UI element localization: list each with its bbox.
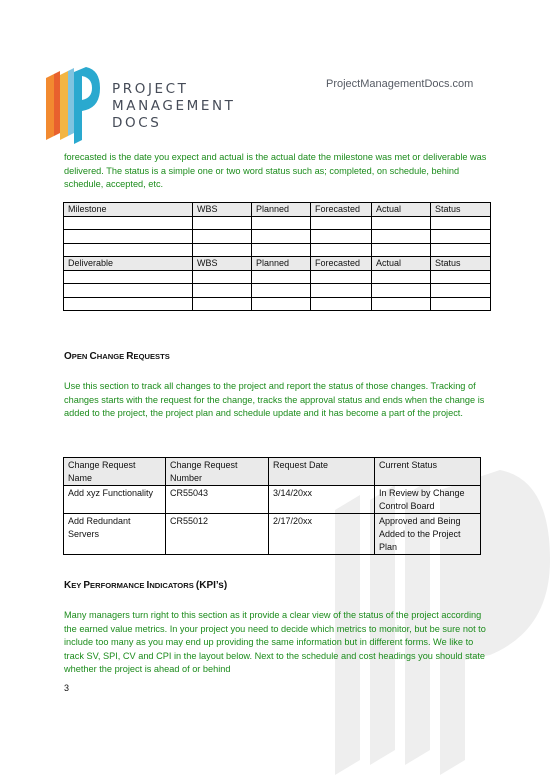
change-request-table <box>63 457 481 555</box>
col-current-status: Current Status <box>375 458 481 486</box>
brand-name <box>112 81 236 132</box>
table-row <box>64 216 491 230</box>
col-planned: Planned <box>252 257 311 271</box>
table-row <box>64 230 491 244</box>
brand-line-3: DOCS <box>112 115 162 131</box>
page-number: 3 <box>64 683 70 693</box>
col-wbs: WBS <box>193 203 252 217</box>
table-row <box>64 243 491 257</box>
col-status: Status <box>431 257 491 271</box>
section-heading-kpis: KEY PERFORMANCE INDICATORS (KPI’s) <box>64 580 228 591</box>
project-management-docs-logo <box>40 66 102 146</box>
brand-line-1: PROJECT <box>112 81 189 97</box>
col-forecasted: Forecasted <box>311 257 372 271</box>
col-actual: Actual <box>372 257 431 271</box>
milestone-deliverable-table <box>63 202 491 311</box>
col-change-request-name: Change Request Name <box>64 458 166 486</box>
col-deliverable: Deliverable <box>64 257 193 271</box>
col-change-request-number: Change Request Number <box>166 458 269 486</box>
col-planned: Planned <box>252 203 311 217</box>
kpi-paragraph: Many managers turn right to this section as it provide a clear view of the status of the project according the earned value metrics. In your project you need to decide which metrics to monitor, but be sure not to include too many as you may end up providing the same information but in different forms. We like to track SV, SPI, CV and CPI in the layout below. Next to the schedule and cost headings you should state whether the project is ahead of or behind <box>64 610 486 674</box>
table-row <box>64 284 491 298</box>
col-status: Status <box>431 203 491 217</box>
change-requests-paragraph: Use this section to track all changes to the project and report the status of those changes. Tracking of changes starts with the request for the change, tracks the approval status and ends when the change is added to the project, the project plan and schedule update and it has become a part of the project. <box>64 381 485 418</box>
col-actual: Actual <box>372 203 431 217</box>
milestone-header-row <box>64 203 491 217</box>
brand-line-2: MANAGEMENT <box>112 98 236 114</box>
deliverable-header-row <box>64 257 491 271</box>
col-wbs: WBS <box>193 257 252 271</box>
change-header-row <box>64 458 481 486</box>
table-row: Add xyz Functionality CR55043 3/14/20xx In Review by Change Control Board <box>64 486 481 514</box>
section-heading-open-change-requests: OPEN CHANGE REQUESTS <box>64 351 170 362</box>
col-milestone: Milestone <box>64 203 193 217</box>
table-row <box>64 297 491 311</box>
col-forecasted: Forecasted <box>311 203 372 217</box>
website-link[interactable]: ProjectManagementDocs.com <box>326 78 474 90</box>
intro-paragraph: forecasted is the date you expect and actual is the actual date the milestone was met or deliverable was delivered. The status is a simple one or two word status such as; completed, on schedule, behind schedule, accepted, etc. <box>64 152 487 189</box>
table-row <box>64 270 491 284</box>
table-row: Add Redundant Servers CR55012 2/17/20xx Approved and Being Added to the Project Plan <box>64 514 481 555</box>
col-request-date: Request Date <box>269 458 375 486</box>
